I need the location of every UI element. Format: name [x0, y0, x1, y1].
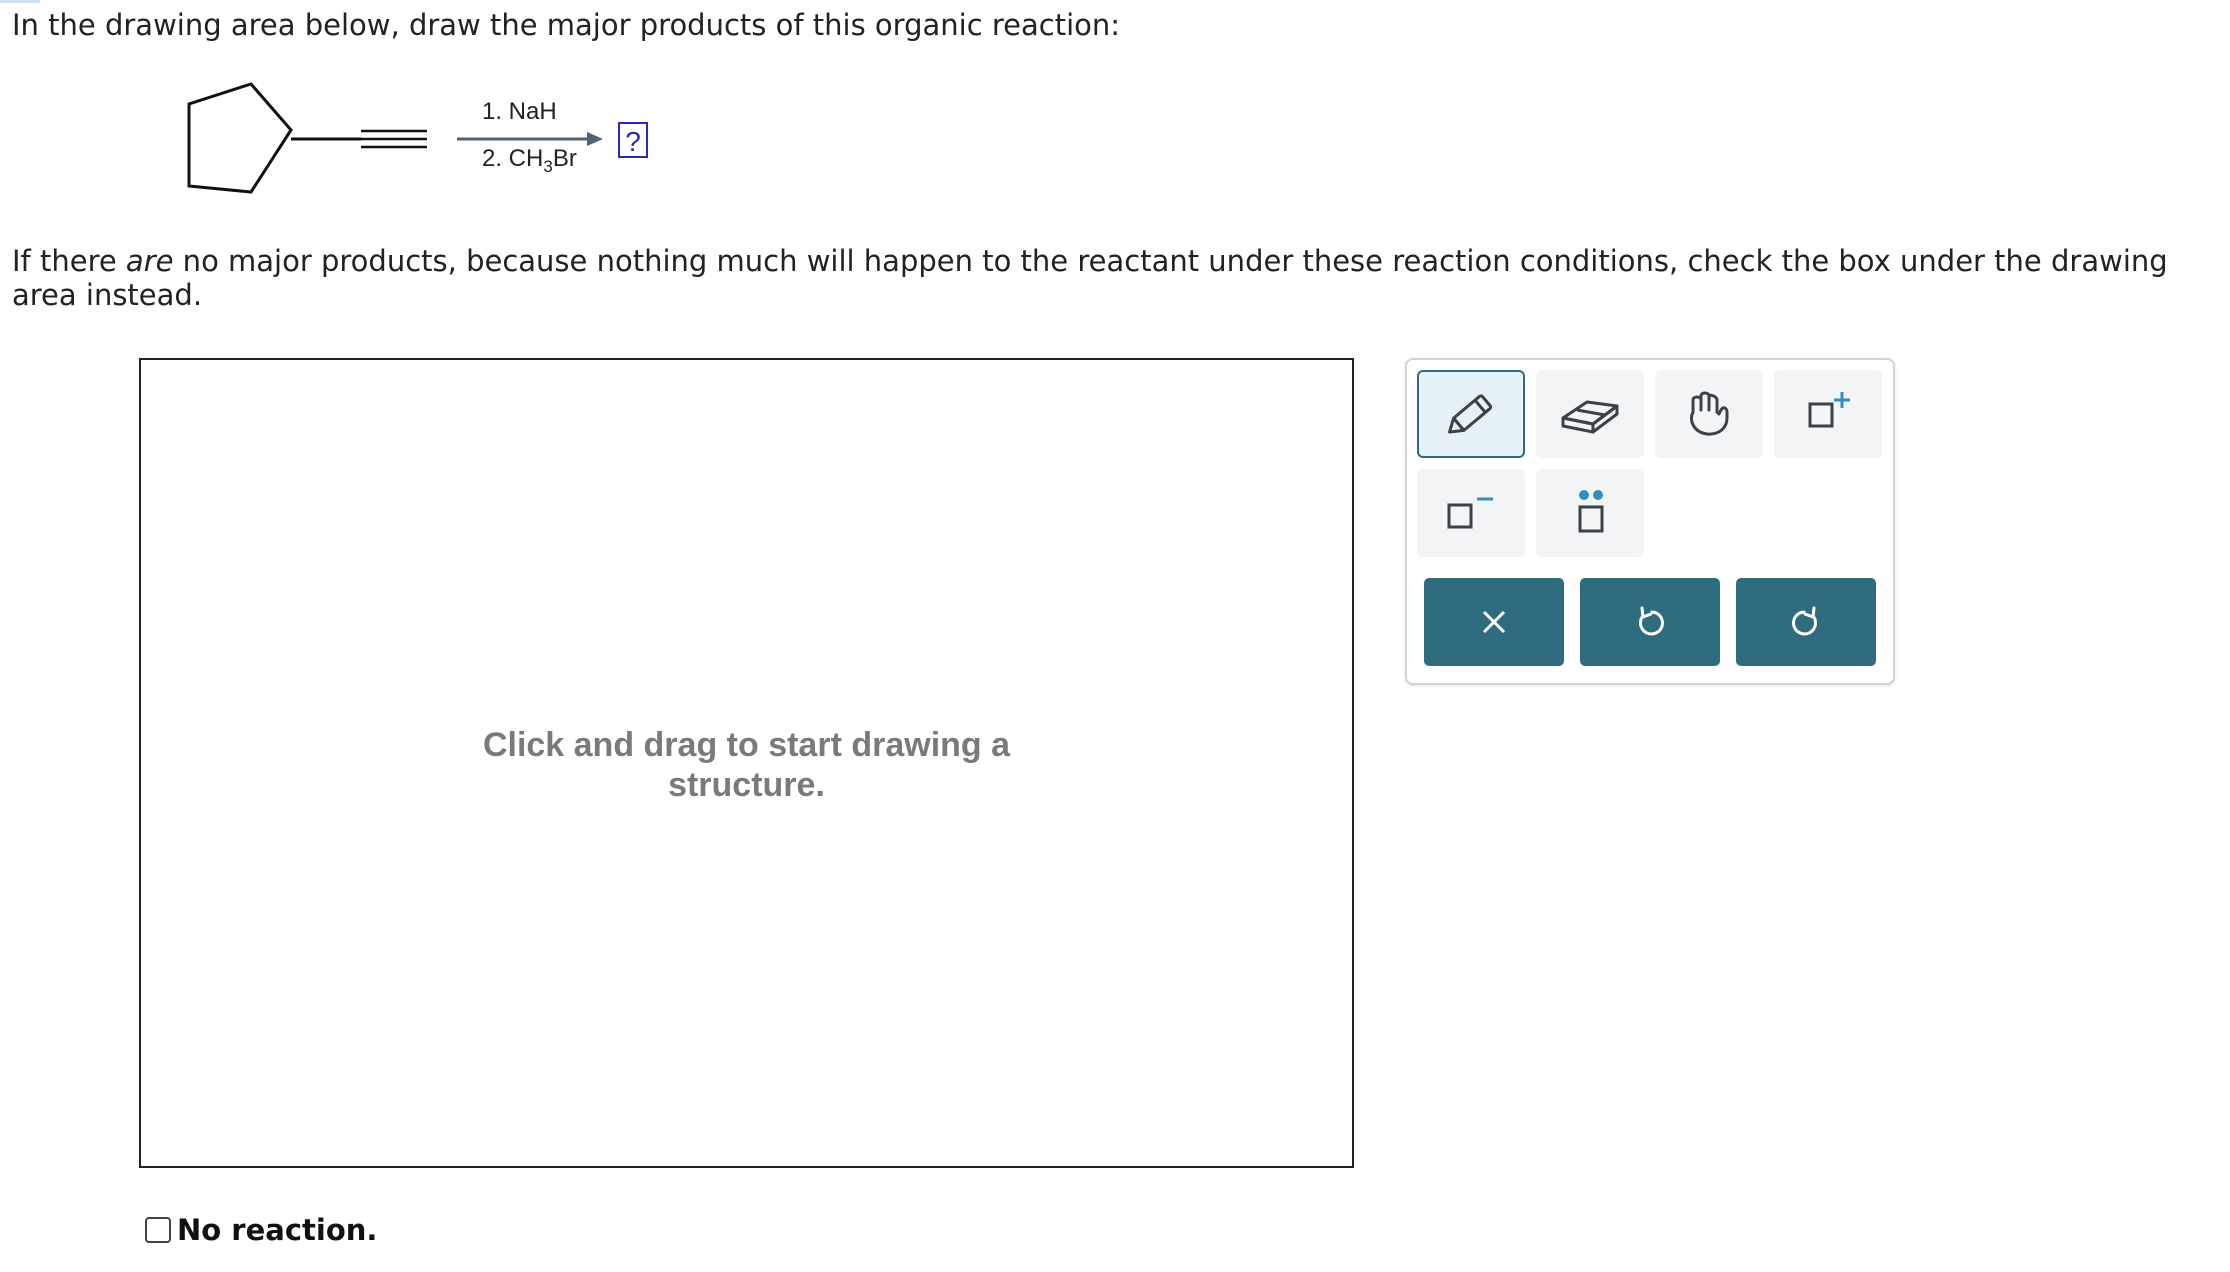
- question-prompt: In the drawing area below, draw the major products of this organic reaction:: [12, 8, 1121, 42]
- eraser-tool-button[interactable]: [1536, 370, 1644, 458]
- canvas-hint: Click and drag to start drawing a structure.: [482, 726, 1011, 804]
- reactant-structure: [170, 70, 470, 210]
- hand-tool-button[interactable]: [1655, 370, 1763, 458]
- add-bond-icon: [1439, 481, 1503, 545]
- clear-icon: [1474, 602, 1514, 642]
- add-charge-icon: [1796, 382, 1860, 446]
- add-charge-tool-button[interactable]: [1774, 370, 1882, 458]
- no-reaction-label[interactable]: No reaction.: [177, 1213, 378, 1247]
- clear-button[interactable]: [1424, 578, 1564, 666]
- hand-icon: [1679, 382, 1739, 446]
- instruction-text: If there are no major products, because nothing much will happen to the reactant under these reaction conditions, check the box under the drawing area instead.: [12, 244, 2168, 312]
- undo-button[interactable]: [1580, 578, 1720, 666]
- lone-pair-tool-button[interactable]: [1536, 469, 1644, 557]
- eraser-icon: [1555, 382, 1625, 446]
- reagent-step-1: 1. NaH: [482, 98, 557, 125]
- reaction-scheme: [170, 70, 710, 210]
- product-placeholder-box: ?: [618, 122, 648, 158]
- pencil-tool-button[interactable]: [1417, 370, 1525, 458]
- no-reaction-option[interactable]: [145, 1213, 377, 1247]
- redo-button[interactable]: [1736, 578, 1876, 666]
- no-reaction-checkbox[interactable]: [145, 1217, 171, 1243]
- corner-tab: [0, 0, 40, 3]
- drawing-toolbar: [1405, 358, 1895, 685]
- lone-pair-icon: [1558, 481, 1622, 545]
- drawing-canvas[interactable]: [139, 358, 1354, 1168]
- undo-icon: [1630, 602, 1670, 642]
- pencil-icon: [1439, 382, 1503, 446]
- add-bond-tool-button[interactable]: [1417, 469, 1525, 557]
- redo-icon: [1786, 602, 1826, 642]
- reagent-step-2: 2. $CH_3Br$: [482, 145, 577, 176]
